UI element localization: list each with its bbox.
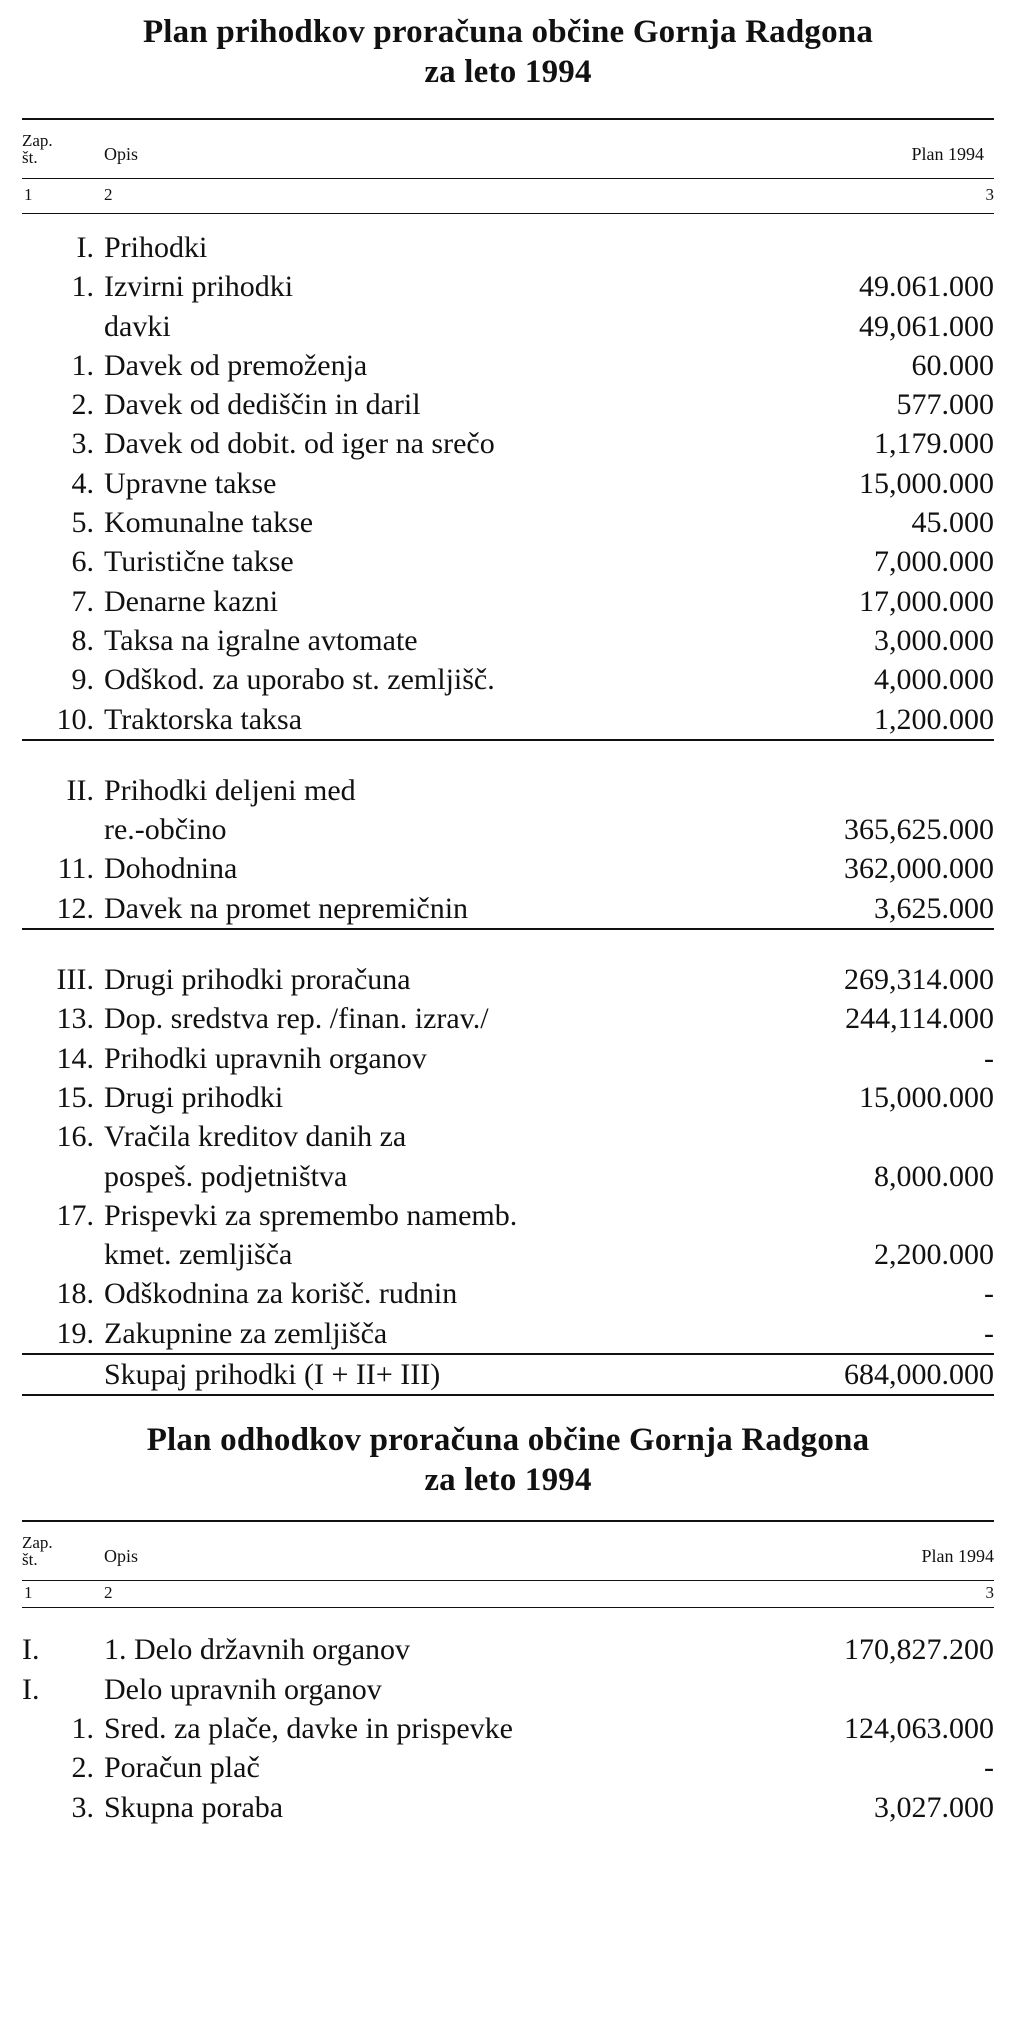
expenses-colnum-1: 1	[24, 1583, 33, 1603]
row-value: -	[984, 1316, 994, 1350]
revenue-colnum-1: 1	[24, 185, 33, 204]
row-value: 45.000	[911, 506, 994, 540]
row-value: 269,314.000	[844, 963, 994, 997]
row-description: Drugi prihodki proračuna	[104, 963, 411, 997]
row-description: Traktorska taksa	[104, 702, 303, 736]
expenses-table-header	[22, 1522, 994, 1580]
row-value: 124,063.000	[844, 1711, 994, 1745]
row-description: Dohodnina	[104, 852, 238, 886]
row-number: 4.	[71, 466, 94, 500]
row-number: 14.	[56, 1041, 94, 1075]
table-row	[22, 346, 994, 385]
document-page	[22, 0, 994, 1827]
table-row	[22, 999, 994, 1038]
table-row	[22, 1670, 994, 1709]
row-description: Poračun plač	[104, 1751, 260, 1785]
row-description: pospeš. podjetništva	[104, 1159, 348, 1193]
revenue-table-header	[22, 120, 994, 178]
table-row	[22, 464, 994, 503]
table-row	[22, 1039, 994, 1078]
table-row	[22, 621, 994, 660]
table-row	[22, 810, 994, 849]
total-value: 684,000.000	[844, 1358, 994, 1392]
row-description: Davek od dediščin in daril	[104, 388, 421, 422]
table-row	[22, 267, 994, 306]
row-description: Odškodnina za korišč. rudnin	[104, 1277, 458, 1311]
revenue-header-zap	[22, 132, 53, 166]
row-number: 5.	[71, 506, 94, 540]
row-description: Turistične takse	[104, 545, 294, 579]
row-value: 244,114.000	[845, 1002, 994, 1036]
row-description: 1. Delo državnih organov	[104, 1633, 411, 1667]
row-description: Davek na promet nepremičnin	[104, 891, 469, 925]
row-value: 577.000	[896, 388, 994, 422]
row-value: 3,027.000	[874, 1790, 994, 1824]
table-row	[22, 1117, 994, 1156]
row-description: Skupna poraba	[104, 1790, 284, 1824]
row-value: 1,200.000	[874, 702, 994, 736]
row-value: 49.061.000	[859, 270, 994, 304]
expenses-title	[22, 1420, 994, 1500]
table-row	[22, 503, 994, 542]
row-description: Prispevki za spremembo namemb.	[104, 1198, 518, 1232]
row-value: 1,179.000	[874, 427, 994, 461]
table-row	[22, 771, 994, 810]
row-value: 15,000.000	[859, 1080, 994, 1114]
table-row	[22, 1709, 994, 1748]
row-number: 17.	[56, 1198, 94, 1232]
row-description: kmet. zemljišča	[104, 1238, 293, 1272]
row-number: I.	[22, 1633, 40, 1667]
expenses-header-zap	[22, 1534, 53, 1568]
row-number: II.	[66, 773, 94, 807]
row-description: Denarne kazni	[104, 584, 279, 618]
table-row	[22, 1788, 994, 1827]
table-row	[22, 889, 994, 928]
row-description: Prihodki	[104, 231, 208, 264]
total-row	[22, 1355, 994, 1394]
table-row	[22, 385, 994, 424]
row-number: 1.	[71, 348, 94, 382]
row-description: Prihodki deljeni med	[104, 773, 356, 807]
row-value: -	[984, 1277, 994, 1311]
row-number: 19.	[56, 1316, 94, 1350]
revenue-rows	[22, 228, 994, 1396]
row-value: 8,000.000	[874, 1159, 994, 1193]
row-value: -	[984, 1751, 994, 1785]
expenses-rows	[22, 1630, 994, 1826]
table-row	[22, 960, 994, 999]
row-number: 11.	[57, 852, 94, 886]
row-description: Taksa na igralne avtomate	[104, 623, 418, 657]
row-value: 17,000.000	[859, 584, 994, 618]
table-row	[22, 660, 994, 699]
row-value: 60.000	[911, 348, 994, 382]
table-row	[22, 1274, 994, 1313]
row-description: Davek od dobit. od iger na srečo	[104, 427, 495, 461]
table-row	[22, 700, 994, 739]
row-value: 3,000.000	[874, 623, 994, 657]
row-value: 49,061.000	[859, 309, 994, 343]
table-row	[22, 1314, 994, 1353]
row-number: 3.	[71, 427, 94, 461]
revenue-column-numbers	[22, 179, 994, 213]
expenses-header-opis: Opis	[104, 1546, 139, 1567]
row-description: Dop. sredstva rep. /finan. izrav./	[104, 1002, 489, 1036]
row-value: 362,000.000	[844, 852, 994, 886]
table-row	[22, 1196, 994, 1235]
row-description: Upravne takse	[104, 466, 277, 500]
revenue-title-line1: Plan prihodkov proračuna občine Gornja Radgona	[142, 14, 874, 50]
row-number: 1.	[71, 270, 94, 304]
table-row	[22, 1078, 994, 1117]
revenue-header-opis: Opis	[104, 144, 139, 164]
table-row	[22, 582, 994, 621]
revenue-colnum-2: 2	[104, 185, 113, 204]
expenses-title-line1: Plan odhodkov proračuna občine Gornja Radgona	[146, 1422, 870, 1459]
expenses-column-numbers	[22, 1581, 994, 1607]
row-number: 13.	[56, 1002, 94, 1036]
row-number: I.	[76, 231, 94, 264]
row-number: 9.	[71, 663, 94, 697]
row-value: 2,200.000	[874, 1238, 994, 1272]
revenue-colnum-3: 3	[985, 185, 994, 204]
table-row	[22, 424, 994, 463]
table-row	[22, 307, 994, 346]
row-description: Drugi prihodki	[104, 1080, 284, 1114]
row-description: Komunalne takse	[104, 506, 314, 540]
revenue-header-zap-label: Zap.	[22, 131, 53, 150]
row-value: 7,000.000	[874, 545, 994, 579]
table-row	[22, 542, 994, 581]
row-number: 8.	[71, 623, 94, 657]
row-description: davki	[104, 309, 171, 343]
row-number: 6.	[71, 545, 94, 579]
row-value: 3,625.000	[874, 891, 994, 925]
row-description: Prihodki upravnih organov	[104, 1041, 427, 1075]
revenue-title-line2: za leto 1994	[424, 54, 592, 90]
row-number: 7.	[71, 584, 94, 618]
total-description: Skupaj prihodki (I + II+ III)	[104, 1358, 441, 1392]
row-description: Davek od premoženja	[104, 348, 368, 382]
table-row	[22, 849, 994, 888]
row-description: Sred. za plače, davke in prispevke	[104, 1711, 513, 1745]
row-value: -	[984, 1041, 994, 1075]
row-value: 4,000.000	[874, 663, 994, 697]
expenses-title-line2: za leto 1994	[424, 1462, 592, 1499]
row-description: Delo upravnih organov	[104, 1672, 382, 1706]
revenue-header-plan: Plan 1994	[911, 144, 984, 164]
row-number: 12.	[56, 891, 94, 925]
revenue-title	[22, 0, 994, 92]
row-description: Vračila kreditov danih za	[104, 1120, 407, 1154]
row-number: 18.	[56, 1277, 94, 1311]
expenses-header-plan: Plan 1994	[921, 1546, 994, 1567]
row-description: Izvirni prihodki	[104, 270, 294, 304]
expenses-colnum-3: 3	[985, 1583, 994, 1603]
expenses-header-zap-label: Zap.	[22, 1533, 53, 1553]
revenue-header-st-label: št.	[22, 148, 38, 167]
row-value: 170,827.200	[844, 1633, 994, 1667]
row-number: 3.	[71, 1790, 94, 1824]
expenses-colnum-2: 2	[104, 1583, 113, 1603]
table-row	[22, 1235, 994, 1274]
row-number: 2.	[71, 1751, 94, 1785]
table-row	[22, 1157, 994, 1196]
row-number: 10.	[56, 702, 94, 736]
expenses-header-st-label: št.	[22, 1550, 38, 1570]
table-row	[22, 228, 994, 267]
row-value: 365,625.000	[844, 813, 994, 847]
row-number: 15.	[56, 1080, 94, 1114]
row-description: Odškod. za uporabo st. zemljišč.	[104, 663, 495, 697]
row-value: 15,000.000	[859, 466, 994, 500]
row-description: re.-občino	[104, 813, 227, 847]
row-number: I.	[22, 1672, 40, 1706]
group-gap	[22, 741, 994, 771]
row-number: 2.	[71, 388, 94, 422]
table-row	[22, 1630, 994, 1669]
row-number: 16.	[56, 1120, 94, 1154]
group-gap	[22, 930, 994, 960]
row-number: 1.	[71, 1711, 94, 1745]
row-description: Zakupnine za zemljišča	[104, 1316, 388, 1350]
table-row	[22, 1748, 994, 1787]
row-number: III.	[56, 963, 94, 997]
